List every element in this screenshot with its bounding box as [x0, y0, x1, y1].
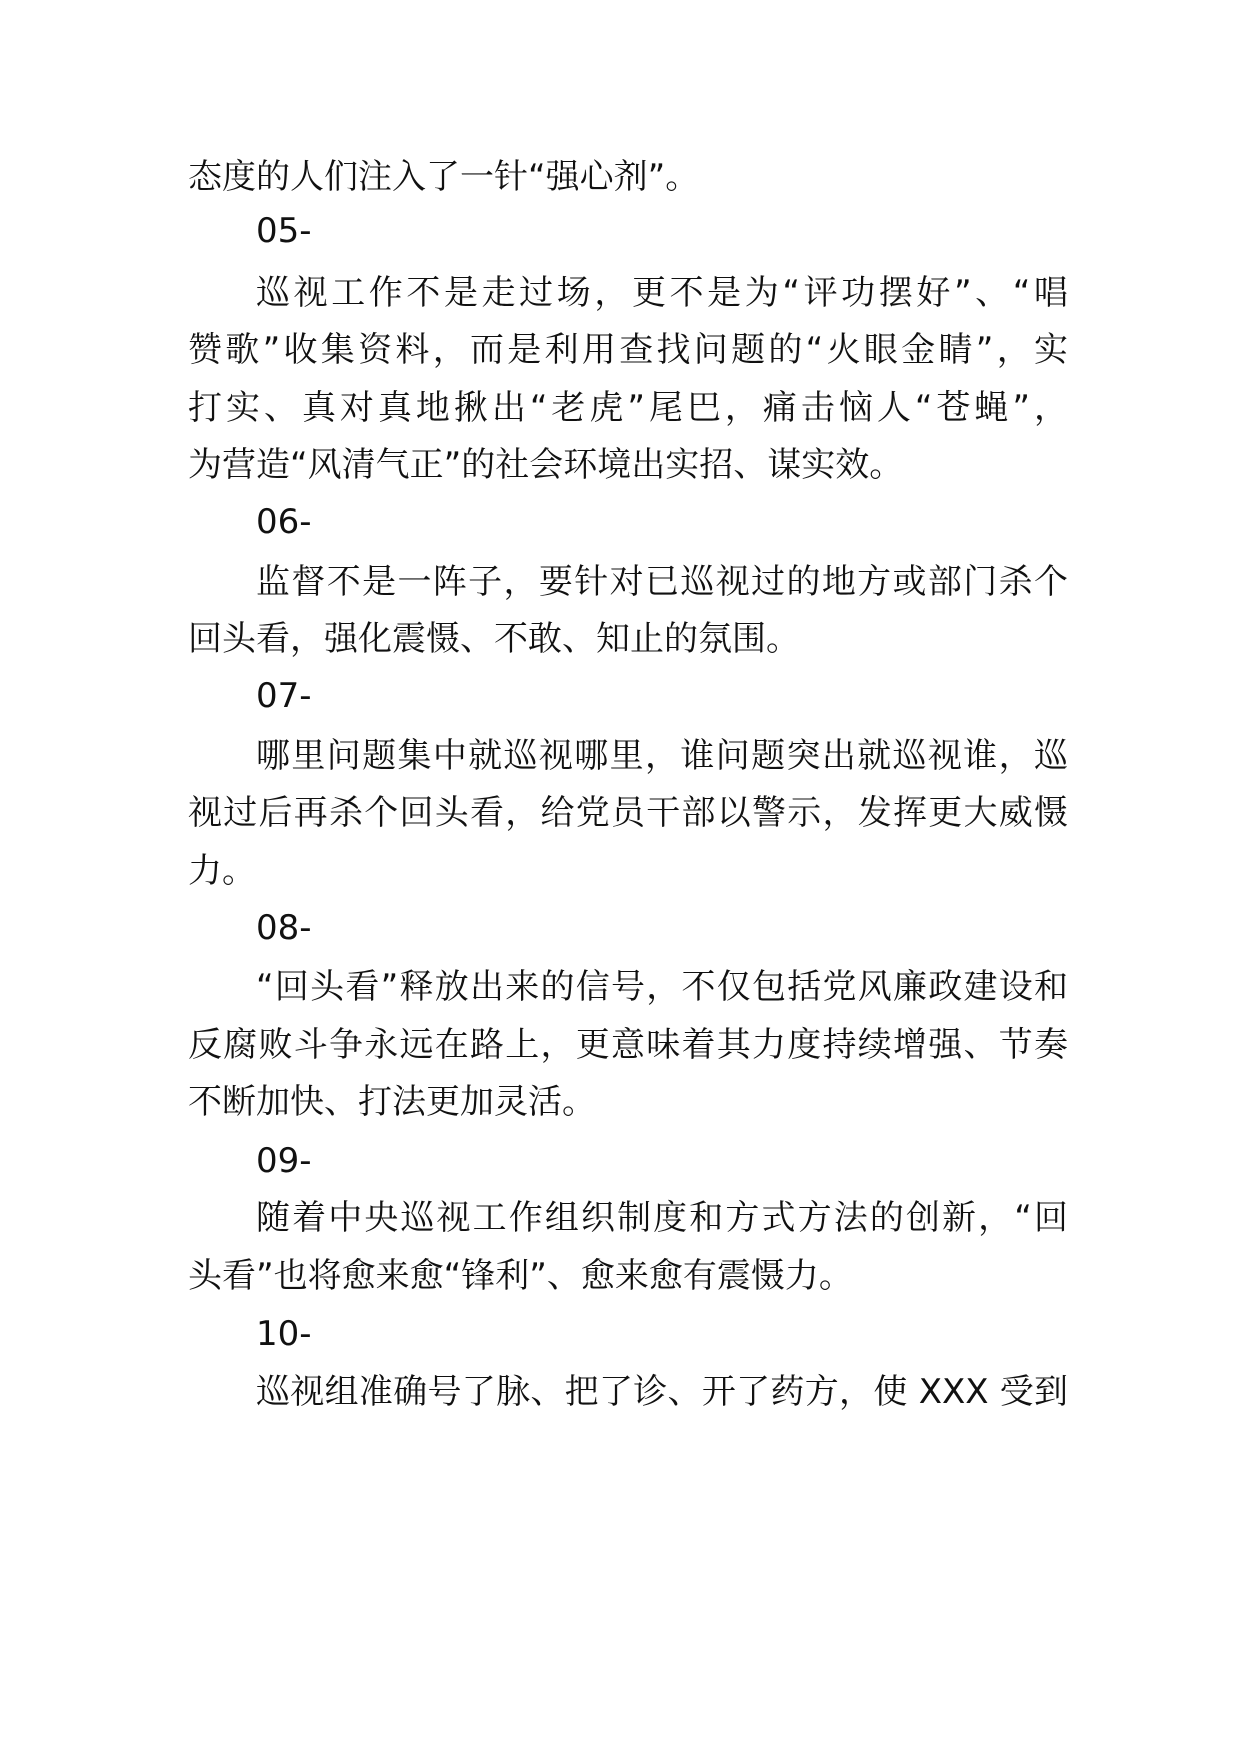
paragraph-line: 监督不是一阵子，要针对已巡视过的地方或部门杀个: [256, 562, 1068, 602]
paragraph-line: 力。: [188, 851, 256, 891]
paragraph-line: 不断加快、打法更加灵活。: [188, 1082, 596, 1122]
paragraph-line: 哪里问题集中就巡视哪里，谁问题突出就巡视谁，巡: [256, 736, 1068, 776]
paragraph-line: 为营造“风清气正”的社会环境出实招、谋实效。: [188, 445, 904, 485]
paragraph-line: 头看”也将愈来愈“锋利”、愈来愈有震慑力。: [188, 1256, 853, 1296]
paragraph-line: 巡视工作不是走过场，更不是为“评功摆好”、“唱: [256, 273, 1068, 313]
paragraph-line: 回头看，强化震慑、不敢、知止的氛围。: [188, 619, 800, 659]
paragraph-line: 反腐败斗争永远在路上，更意味着其力度持续增强、节奏: [188, 1025, 1068, 1065]
paragraph-line: 赞歌”收集资料，而是利用查找问题的“火眼金睛”，实: [188, 330, 1068, 370]
paragraph-line: 随着中央巡视工作组织制度和方式方法的创新，“回: [256, 1198, 1068, 1238]
paragraph-line: 态度的人们注入了一针“强心剂”。: [188, 157, 700, 197]
paragraph-line: 打实、真对真地揪出“老虎”尾巴，痛击恼人“苍蝇”，: [188, 388, 1068, 428]
section-number: 05-: [256, 211, 312, 251]
section-number: 10-: [256, 1314, 312, 1354]
section-number: 08-: [256, 908, 312, 948]
paragraph-line: “回头看”释放出来的信号，不仅包括党风廉政建设和: [256, 967, 1068, 1007]
paragraph-line: 视过后再杀个回头看，给党员干部以警示，发挥更大威慑: [188, 793, 1068, 833]
section-number: 09-: [256, 1141, 312, 1181]
section-number: 07-: [256, 676, 312, 716]
section-number: 06-: [256, 502, 312, 542]
paragraph-line: 巡视组准确号了脉、把了诊、开了药方，使 XXX 受到: [256, 1372, 1068, 1412]
